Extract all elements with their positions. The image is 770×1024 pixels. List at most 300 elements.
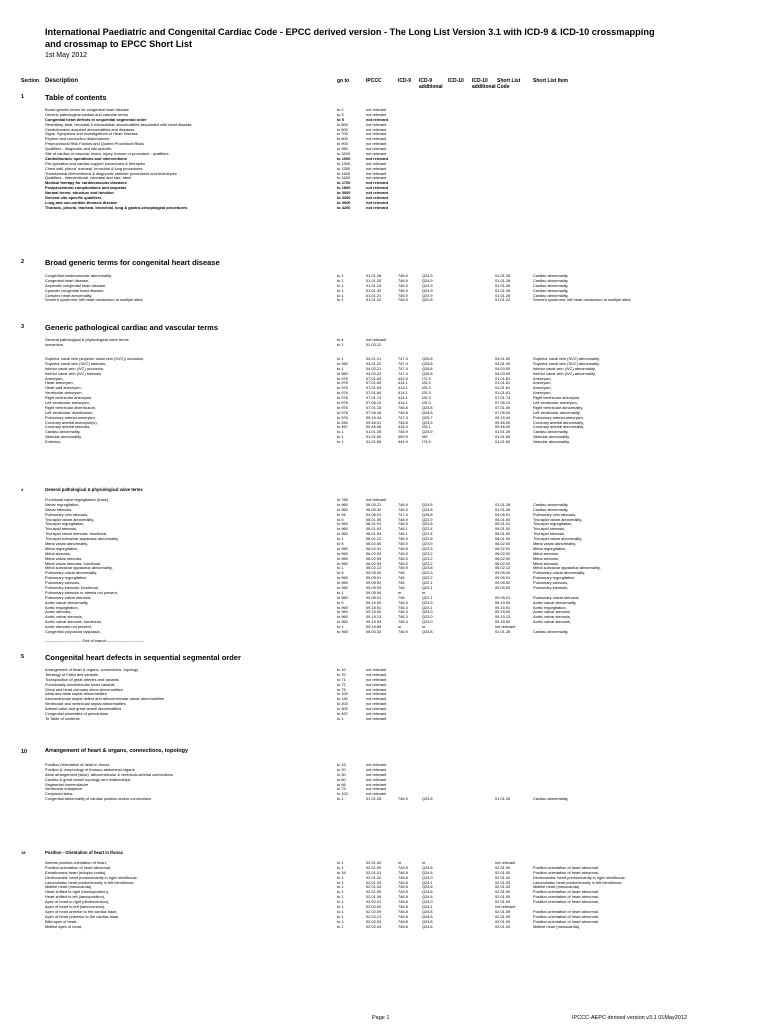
table-cell: Cardiac & great vessel topology and relationships bbox=[45, 776, 131, 782]
table-cell: Q24.9 bbox=[422, 292, 433, 298]
table-cell: not relevant bbox=[366, 180, 389, 186]
table-cell: Tetralogy of Fallot and variants bbox=[45, 671, 98, 677]
table-cell: 01.01.26 bbox=[495, 506, 511, 512]
table-cell: to 1 bbox=[337, 277, 344, 283]
table-cell: to 1 bbox=[337, 292, 344, 298]
table-cell: 746.8 bbox=[398, 864, 408, 870]
section-number: 10 bbox=[21, 749, 28, 755]
table-cell: to 1 bbox=[337, 536, 344, 542]
table-cell: 746.9 bbox=[398, 541, 408, 547]
document-title: International Paediatric and Congenital Cardiac Code - EPCC derived version - The Long List Version 3.1 with ICD-9 & ICD-10 crossmapping and crossmap to EPCC Short List bbox=[45, 27, 655, 49]
table-cell: 02.01.03 bbox=[366, 879, 382, 885]
table-cell: to 300 bbox=[337, 706, 348, 712]
table-cell: 06.01.92 bbox=[495, 526, 511, 532]
table-cell: Q23.0 bbox=[422, 609, 433, 615]
table-cell: Q24.8 bbox=[422, 923, 433, 929]
table-cell: 414.1 bbox=[398, 400, 408, 406]
table-cell: not relevant bbox=[366, 199, 389, 205]
table-cell: Segmental nomenclature bbox=[45, 781, 89, 787]
table-cell: not relevant bbox=[495, 624, 516, 630]
table-cell: 746 bbox=[398, 585, 405, 591]
table-cell: Normal position-orientation of heart, bbox=[45, 860, 107, 865]
table-cell: 01.01.22 bbox=[495, 297, 511, 303]
table-cell: to 960 bbox=[337, 506, 348, 512]
table-cell: 746.8 bbox=[398, 409, 408, 415]
table-cell: Heart wall aneurysm, bbox=[45, 385, 82, 391]
table-cell: Q24.8 bbox=[422, 894, 433, 900]
table-cell: to 1 bbox=[337, 589, 344, 595]
section-title: Broad generic terms for congenital heart disease bbox=[45, 258, 220, 267]
table-cell: to 960 bbox=[337, 545, 348, 551]
section-3-table-a bbox=[0, 338, 770, 348]
table-cell: Aortic regurgitation, bbox=[533, 604, 567, 610]
table-cell: 746.8 bbox=[398, 879, 408, 885]
table-cell: 04.01.22 bbox=[366, 360, 382, 366]
table-cell: 09.05.00 bbox=[366, 570, 382, 576]
table-cell: Q24.5 bbox=[422, 419, 433, 425]
table-cell: to 960 bbox=[337, 501, 348, 507]
end-of-branch: ---------------------------- End of branch ---------------------------- bbox=[45, 638, 144, 643]
table-cell: Inferior caval vein (IVC) abnormality, bbox=[533, 370, 596, 376]
table-cell: 09.05.92 bbox=[495, 580, 511, 586]
table-cell: 09.05.91 bbox=[366, 575, 382, 581]
table-cell: 746.8 bbox=[398, 899, 408, 905]
table-cell: 07.01.74 bbox=[495, 395, 511, 401]
table-cell: 746.9 bbox=[398, 629, 408, 635]
table-cell: Embolus, bbox=[45, 439, 62, 445]
table-cell: to 976 bbox=[337, 390, 348, 396]
toc-table bbox=[0, 108, 770, 211]
table-cell: 01.01.60 bbox=[495, 439, 511, 445]
table-cell: 746.9 bbox=[398, 282, 408, 288]
table-cell: to 5 bbox=[337, 116, 344, 122]
table-cell: Transposition of great arteries and variants bbox=[45, 676, 119, 682]
table-cell: 07.01.00 bbox=[495, 404, 511, 410]
table-cell: to 16 bbox=[337, 869, 346, 875]
table-cell: Q24.8 bbox=[422, 889, 433, 895]
table-cell: Isomerism, bbox=[45, 341, 65, 347]
table-cell: Ventricular aneurysm, bbox=[45, 390, 83, 396]
table-cell: Tricuspid stenosis, bbox=[533, 531, 566, 537]
table-cell: not relevant bbox=[366, 111, 387, 117]
table-cell: 02.01.09 bbox=[495, 918, 511, 924]
table-cell: Bifid apex of heart, bbox=[45, 918, 78, 924]
section-title: Congenital heart defects in sequential segmental order bbox=[45, 653, 241, 662]
table-cell: Q22.4 bbox=[422, 531, 433, 537]
table-cell: not relevant bbox=[495, 904, 516, 910]
table-cell: 01.01.28 bbox=[366, 429, 382, 435]
table-cell: 01.01.65 bbox=[366, 439, 382, 445]
table-cell: 09.46.08 bbox=[366, 424, 382, 430]
table-cell: Mitral subvalvar apparatus abnormality, bbox=[533, 565, 601, 571]
table-cell: 746.8 bbox=[398, 869, 408, 875]
table-cell: 01.01.26 bbox=[495, 796, 511, 802]
table-cell: Apex of heart to right (dextroversion), bbox=[45, 899, 110, 905]
table-cell: to 976 bbox=[337, 385, 348, 391]
table-cell: to 15 bbox=[337, 762, 346, 767]
table-cell: to 960 bbox=[337, 531, 348, 537]
col-header-goto: go to bbox=[337, 78, 350, 84]
section-title: Arrangement of heart & organs, connections, topology bbox=[45, 748, 189, 754]
table-cell: General pathological & physiological valve terms bbox=[45, 337, 129, 342]
table-cell: 02.02.02 bbox=[366, 904, 382, 910]
table-cell: Pulmonary vein stenosis, bbox=[533, 511, 577, 517]
table-cell: Position-orientation of heart abnormal, bbox=[533, 918, 599, 924]
table-cell: Q23.0 bbox=[422, 619, 433, 625]
table-cell: not relevant bbox=[366, 126, 387, 132]
table-cell: 09.15.13 bbox=[366, 614, 382, 620]
table-cell: 746.3 bbox=[398, 619, 408, 625]
section-number: 2 bbox=[21, 259, 25, 265]
table-row bbox=[0, 925, 770, 930]
table-cell: Midline heart (mesocardia), bbox=[533, 923, 581, 929]
table-cell: 06.02.00 bbox=[495, 541, 511, 547]
table-cell: to 1 bbox=[337, 439, 344, 445]
table-cell: Position-orientation of heart abnormal, bbox=[533, 889, 599, 895]
table-cell: Q24.0 bbox=[422, 874, 433, 880]
table-cell: 01.01.32 bbox=[366, 287, 382, 293]
table-cell: Ventricular imbalance bbox=[45, 786, 83, 792]
table-cell: Right ventricular abnormality, bbox=[533, 404, 584, 410]
table-cell: Q24.8 bbox=[422, 629, 433, 635]
table-cell: Cardiac abnormality, bbox=[533, 629, 569, 635]
document-date: 1st May 2012 bbox=[45, 52, 88, 59]
table-cell: Q23.9 bbox=[422, 541, 433, 547]
table-cell: not relevant bbox=[366, 170, 387, 176]
table-cell: Inferior caval vein (IVC) stenosis, bbox=[45, 370, 103, 376]
table-cell: to 960 bbox=[337, 619, 348, 625]
table-cell: Left ventricular aneurysm, bbox=[45, 400, 90, 406]
table-cell: nr bbox=[422, 624, 426, 630]
table-cell: Preprocedural Risk Factors and Quoted Procedural Risks bbox=[45, 141, 145, 147]
table-cell: Mitral regurgitation, bbox=[45, 545, 79, 551]
table-cell: 04.06.01 bbox=[495, 511, 511, 517]
table-cell: Apex of heart anterior to the cardiac base, bbox=[45, 908, 118, 914]
table-cell: Mitral regurgitation, bbox=[533, 545, 567, 551]
table-cell: 06.02.92 bbox=[495, 550, 511, 556]
table-cell: 06.01.92 bbox=[495, 531, 511, 537]
table-cell: 746.9 bbox=[398, 292, 408, 298]
col-header-description: Description bbox=[45, 78, 79, 84]
table-cell: Cardiothoracic operations and interventions bbox=[45, 155, 127, 161]
section-5-table bbox=[0, 668, 770, 722]
table-cell: Q24.8 bbox=[422, 796, 433, 802]
table-cell: 746.9 bbox=[398, 287, 408, 293]
table-cell: 06.02.91 bbox=[366, 545, 382, 551]
table-cell: not relevant bbox=[366, 671, 387, 677]
table-cell: 04.01.00 bbox=[495, 356, 511, 361]
table-cell: 06.01.92 bbox=[366, 526, 382, 532]
table-cell: 06.01.00 bbox=[366, 516, 382, 522]
table-cell: 747.4 bbox=[398, 511, 408, 517]
table-cell: 04.06.01 bbox=[366, 511, 382, 517]
table-cell: 09.05.92 bbox=[366, 580, 382, 586]
table-cell: 06.02.92 bbox=[495, 555, 511, 561]
table-cell: Rhythm and conduction disturbances bbox=[45, 136, 110, 142]
table-cell: 414.0 bbox=[398, 424, 408, 430]
table-cell: 09.15.92 bbox=[366, 609, 382, 615]
table-cell: 09.05.92 bbox=[495, 585, 511, 591]
table-cell: Q25.7 bbox=[422, 414, 433, 420]
table-cell: 414.1 bbox=[398, 385, 408, 391]
table-cell: Cardiac abnormality, bbox=[533, 287, 569, 293]
table-cell: Aneurysm, bbox=[533, 390, 552, 396]
table-cell: to 976 bbox=[337, 400, 348, 406]
table-cell: Congenital polyvalvar dysplasia, bbox=[45, 629, 101, 635]
table-cell: 746.1 bbox=[398, 526, 408, 532]
table-cell: not relevant bbox=[366, 681, 387, 687]
table-cell: to 1000 bbox=[337, 155, 351, 161]
table-cell: Cardiac abnormality, bbox=[533, 506, 569, 512]
table-cell: Cardiac abnormality, bbox=[533, 277, 569, 283]
table-cell: not relevant bbox=[366, 195, 389, 201]
table-cell: to 1 bbox=[337, 908, 344, 914]
table-cell: Tricuspid valvar abnormality, bbox=[45, 516, 95, 522]
table-cell: 746.9 bbox=[398, 599, 408, 605]
table-cell: 09.05.93 bbox=[366, 585, 382, 591]
table-cell: 09.15.00 bbox=[366, 599, 382, 605]
table-cell: 02.01.09 bbox=[366, 864, 382, 870]
table-cell: to 20 bbox=[337, 766, 346, 772]
table-cell: 02.01.04 bbox=[366, 884, 382, 890]
table-cell: 07.01.64 bbox=[366, 390, 382, 396]
table-cell: not relevant bbox=[366, 151, 387, 157]
table-cell: Q22.8 bbox=[422, 521, 433, 527]
table-cell: Coronary arterial abnormality, bbox=[533, 419, 584, 425]
table-cell: 09.15.44 bbox=[495, 414, 511, 420]
table-cell: Q23.8 bbox=[422, 565, 433, 571]
table-cell: to 1 bbox=[337, 565, 344, 571]
table-cell: to 960 bbox=[337, 360, 348, 366]
table-cell: Great and head coronary sinus abnormalities bbox=[45, 686, 123, 692]
section-number: 4 bbox=[21, 487, 24, 492]
table-cell: 01.01.26 bbox=[495, 629, 511, 635]
table-cell: not relevant bbox=[366, 136, 387, 142]
table-cell: 414.1 bbox=[398, 380, 408, 386]
table-cell: 06.02.92 bbox=[366, 550, 382, 556]
table-cell: Extrathoracic heart (ectopia cordis), bbox=[45, 869, 107, 875]
table-cell: to 4200 bbox=[337, 204, 351, 210]
table-cell: not relevant bbox=[366, 686, 387, 692]
table-cell: Mitral stenosis, bbox=[533, 560, 559, 566]
table-cell: to 10 bbox=[337, 667, 346, 672]
table-cell: to 1400 bbox=[337, 170, 350, 176]
table-cell: 06.02.93 bbox=[366, 555, 382, 561]
table-row bbox=[0, 797, 770, 802]
table-cell: I25.3 bbox=[422, 390, 431, 396]
table-cell: not relevant bbox=[366, 155, 389, 161]
table-cell: 01.01.61 bbox=[495, 380, 511, 386]
table-cell: 07.06.16 bbox=[366, 409, 382, 415]
table-cell: 746.8 bbox=[398, 889, 408, 895]
col-header-icd10-additional: ICD-10 additional bbox=[472, 78, 496, 90]
table-cell: to 3000 bbox=[337, 190, 351, 196]
table-cell: to 976 bbox=[337, 380, 348, 386]
table-cell: to 960 bbox=[337, 580, 348, 586]
table-cell: Pulmonary stenosis, bbox=[533, 585, 569, 591]
table-row bbox=[0, 206, 770, 211]
table-cell: to 1 bbox=[337, 429, 344, 435]
table-cell: 04.02.22 bbox=[366, 370, 382, 376]
table-cell: not relevant bbox=[366, 190, 389, 196]
table-cell: 746.4 bbox=[398, 604, 408, 610]
table-cell: to 1 bbox=[337, 889, 344, 895]
table-cell: I99 bbox=[422, 434, 428, 440]
table-cell: Shone's syndrome: left heart obstruction at multiple sites, bbox=[533, 297, 632, 303]
table-cell: Cardiac abnormality, bbox=[533, 273, 569, 278]
table-cell: Dextrocardia: heart predominantly in right hemithorax, bbox=[45, 874, 138, 880]
table-cell: 02.02.04 bbox=[366, 923, 382, 929]
table-cell: Left ventricular aneurysm, bbox=[533, 400, 578, 406]
table-cell: Superior caval vein (SVC) stenosis, bbox=[45, 360, 107, 366]
table-cell: 746.8 bbox=[398, 923, 408, 929]
table-cell: not relevant bbox=[366, 691, 387, 697]
table-cell: 02.01.09 bbox=[495, 894, 511, 900]
table-cell: Dextrocardia: heart predominantly in right hemithorax, bbox=[533, 874, 626, 880]
table-cell: Aortic regurgitation, bbox=[45, 604, 79, 610]
table-cell: Chest wall, pleura, tracheal, bronchial & lung procedures bbox=[45, 165, 143, 171]
table-cell: to 1 bbox=[337, 297, 344, 303]
table-cell: to 75 bbox=[337, 686, 346, 692]
table-cell: Coronary arterial stenosis, bbox=[45, 424, 91, 430]
table-cell: to 960 bbox=[337, 594, 348, 600]
table-cell: to 500 bbox=[337, 121, 348, 127]
section-number: 5 bbox=[21, 654, 25, 660]
table-cell: to 5 bbox=[337, 599, 344, 605]
table-cell: to 1350 bbox=[337, 165, 350, 171]
table-cell: Aneurysm, bbox=[45, 375, 64, 381]
table-cell: 746.8 bbox=[398, 874, 408, 880]
table-cell: Functionally univentricular heart variants bbox=[45, 681, 115, 687]
table-cell: not relevant bbox=[366, 204, 389, 210]
table-cell: 02.01.00 bbox=[495, 869, 511, 875]
table-cell: Congenital heart disease, bbox=[45, 277, 90, 283]
table-cell: 02.01.09 bbox=[495, 913, 511, 919]
table-cell: to 1700 bbox=[337, 180, 351, 186]
table-cell: To Table of contents bbox=[45, 715, 80, 721]
table-cell: to 1 bbox=[337, 273, 344, 278]
table-cell: to 960 bbox=[337, 521, 348, 527]
table-cell: Q24.9 bbox=[422, 282, 433, 288]
table-cell: Mitral stenosis, bbox=[533, 555, 559, 561]
table-cell: Atrial arrangement (situs), atrioventricular & ventriculo-arterial connections bbox=[45, 771, 173, 777]
table-cell: Heart shifted to left (laevoposition), bbox=[45, 894, 106, 900]
table-cell: 746.8 bbox=[398, 419, 408, 425]
table-cell: to 960 bbox=[337, 526, 348, 532]
table-cell: Thoracic, pleural, tracheal, bronchial, lung & gastro-oesophageal procedures bbox=[45, 204, 188, 210]
table-cell: Q22.4 bbox=[422, 526, 433, 532]
section-number: 15 bbox=[21, 850, 26, 855]
table-cell: 09.15.91 bbox=[495, 604, 511, 610]
table-cell: not relevant bbox=[366, 771, 387, 777]
table-cell: Left ventricular diverticulum, bbox=[45, 409, 94, 415]
table-cell: Position & morphology of thoraco-abdominal organs bbox=[45, 766, 135, 772]
table-cell: Position-orientation of heart abnormal, bbox=[533, 908, 599, 914]
table-cell: 04.03.00 bbox=[495, 365, 511, 371]
table-cell: 01.01.60 bbox=[366, 434, 382, 440]
table-cell: Q24.8 bbox=[422, 409, 433, 415]
table-cell: 746.8 bbox=[398, 894, 408, 900]
table-cell: Q22.8 bbox=[422, 536, 433, 542]
table-cell: nr bbox=[422, 860, 426, 865]
table-cell: not relevant bbox=[366, 766, 387, 772]
table-cell: 07.01.63 bbox=[366, 375, 382, 381]
table-cell: to 800 bbox=[337, 136, 348, 142]
table-cell: 746.9 bbox=[398, 429, 408, 435]
table-cell: Conjoined twins bbox=[45, 791, 73, 797]
table-cell: not relevant bbox=[366, 175, 387, 181]
table-cell: Mitral valvar abnormality, bbox=[45, 541, 88, 547]
table-cell: Complex heart abnormality, bbox=[45, 292, 93, 298]
table-cell: Valvar stenosis, bbox=[45, 506, 73, 512]
table-cell: not relevant bbox=[366, 131, 387, 137]
table-cell: to 1 bbox=[337, 356, 344, 361]
table-cell: not relevant bbox=[366, 711, 387, 717]
table-cell: 07.01.63 bbox=[366, 385, 382, 391]
table-cell: Superior caval vein (SVC) abnormality, bbox=[533, 356, 600, 361]
table-cell: Q24.8 bbox=[422, 869, 433, 875]
table-cell: to 960 bbox=[337, 370, 348, 376]
table-cell: Cardiac abnormality, bbox=[533, 429, 569, 435]
table-cell: Qualifiers - interventional, neonatal and size, stent bbox=[45, 175, 132, 181]
table-cell: to 94 bbox=[337, 511, 346, 517]
table-cell: 09.15.93 bbox=[366, 619, 382, 625]
table-cell: Generic pathological cardiac and vascular terms bbox=[45, 111, 129, 117]
table-cell: Midline apex of heart, bbox=[45, 923, 83, 929]
section-title: Table of contents bbox=[45, 93, 107, 102]
table-cell: Heart shifted to right (dextroposition), bbox=[45, 889, 110, 895]
table-cell: to 960 bbox=[337, 614, 348, 620]
table-cell: 02.01.02 bbox=[366, 874, 382, 880]
table-cell: Aneurysm, bbox=[533, 380, 552, 386]
section-3-table-b bbox=[0, 357, 770, 445]
table-cell: Cardiac abnormality, bbox=[533, 282, 569, 288]
table-cell: Q24.8 bbox=[422, 864, 433, 870]
table-cell: 07.06.00 bbox=[495, 409, 511, 415]
table-cell: Congenital cardiovascular abnormality, bbox=[45, 273, 112, 278]
table-cell: to 467 bbox=[337, 424, 348, 430]
table-cell: Postprocedural complications and sequelae bbox=[45, 185, 127, 191]
table-cell: 01.01.61 bbox=[495, 375, 511, 381]
col-header-section: Section bbox=[21, 78, 40, 84]
table-cell: Heart aneurysm, bbox=[45, 380, 74, 386]
table-cell: not relevant bbox=[366, 185, 389, 191]
table-cell: Vascular abnormality, bbox=[533, 439, 570, 445]
table-cell: Right ventricular diverticulum, bbox=[45, 404, 97, 410]
table-cell: not relevant bbox=[366, 715, 387, 721]
table-cell: 746.1 bbox=[398, 531, 408, 537]
table-cell: Q23.2 bbox=[422, 550, 433, 556]
table-cell: Right ventricular aneurysm, bbox=[45, 395, 93, 401]
table-cell: Mitral valvar abnormality, bbox=[533, 541, 576, 547]
table-cell: 746.8 bbox=[398, 913, 408, 919]
table-cell: Tricuspid regurgitation, bbox=[45, 521, 85, 527]
col-header-icd10: ICD-10 bbox=[448, 78, 464, 84]
table-cell: Acyanotic congenital heart disease, bbox=[45, 282, 107, 288]
table-cell: 06.01.00 bbox=[495, 516, 511, 522]
table-cell: 01.01.26 bbox=[495, 429, 511, 435]
table-cell: Pulmonary regurgitation, bbox=[533, 575, 576, 581]
table-cell: not relevant bbox=[366, 146, 387, 152]
table-cell: to 960 bbox=[337, 550, 348, 556]
table-cell: not relevant bbox=[366, 696, 387, 702]
table-cell: Aortic stenosis not present, bbox=[45, 624, 92, 630]
table-cell: 01.01.20 bbox=[366, 277, 382, 283]
table-cell: 746.8 bbox=[398, 908, 408, 914]
table-cell: to 73 bbox=[337, 786, 346, 792]
table-cell: to 950 bbox=[337, 146, 348, 152]
table-cell: to 66 bbox=[337, 781, 346, 787]
